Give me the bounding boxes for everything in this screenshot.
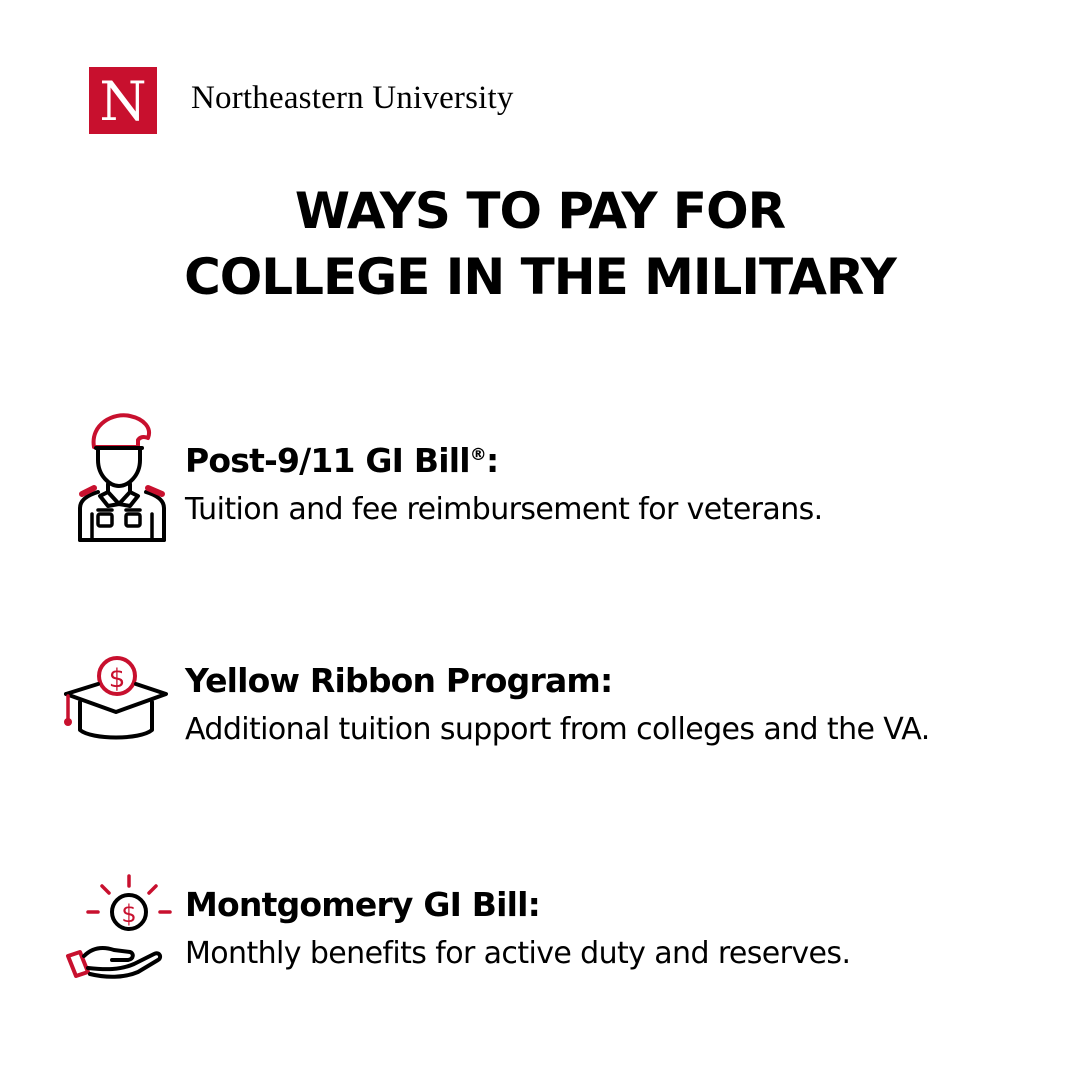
item-description-montgomery: Monthly benefits for active duty and reserves. — [185, 936, 851, 971]
hand-coin-icon — [62, 872, 172, 1002]
item-description-yellow-ribbon: Additional tuition support from colleges and the VA. — [185, 712, 930, 747]
svg-text:$: $ — [121, 900, 137, 928]
soldier-icon — [68, 410, 178, 540]
item-heading-yellow-ribbon: Yellow Ribbon Program: — [185, 661, 613, 700]
registered-mark: ® — [469, 445, 486, 465]
page-title-line-1: WAYS TO PAY FOR — [294, 182, 786, 240]
item-heading-suffix: : — [485, 441, 499, 480]
item-heading-text: Post-9/11 GI Bill — [185, 441, 470, 480]
graduation-cap-dollar-icon — [58, 650, 168, 780]
brand-name: Northeastern University — [191, 80, 514, 116]
svg-text:$: $ — [108, 664, 126, 694]
item-heading-montgomery: Montgomery GI Bill: — [185, 885, 541, 924]
page-title-line-2: COLLEGE IN THE MILITARY — [184, 248, 896, 306]
logo-letter: N — [99, 69, 147, 133]
item-heading-post-911 — [185, 441, 498, 481]
university-logo — [89, 67, 157, 134]
item-description-post-911: Tuition and fee reimbursement for veterans. — [185, 492, 823, 527]
